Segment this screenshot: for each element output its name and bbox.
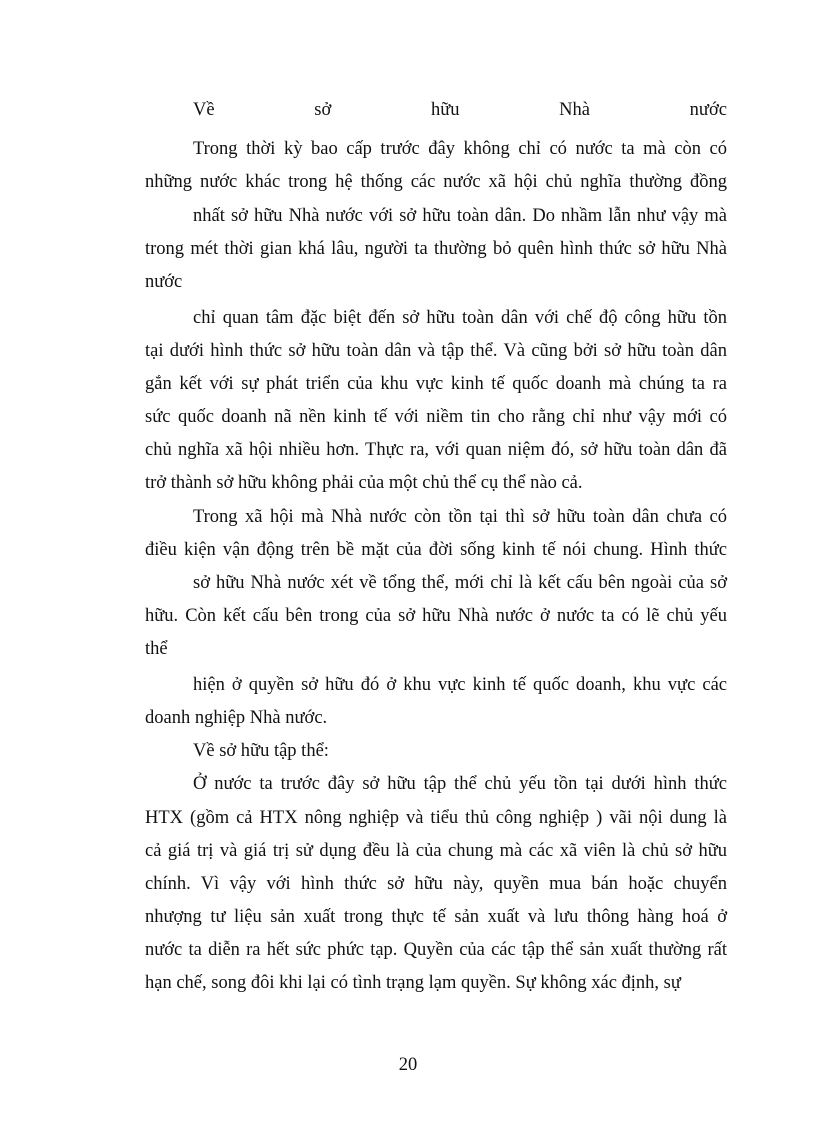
text-line: Trong xã hội mà Nhà nước còn tồn tại thì sở hữu toàn dân chưa có [193, 507, 727, 527]
subsection-heading-collective-ownership: Về sở hữu tập thể: [193, 741, 329, 761]
text-line: nhượng tư liệu sản xuất trong thực tế sản xuất và lưu thông hàng hoá ở [145, 907, 727, 927]
text-line: hữu. Còn kết cấu bên trong của sở hữu Nhà nước ở nước ta có lẽ chủ yếu [145, 606, 727, 626]
text-line: sức quốc doanh nã nền kinh tế với niềm tin cho rằng chỉ như vậy mới có [145, 407, 727, 427]
text-line: nước ta diễn ra hết sức phức tạp. Quyền của các tập thể sản xuất thường rất [145, 940, 727, 960]
text-line: doanh nghiệp Nhà nước. [145, 708, 328, 728]
text-line: nhất sở hữu Nhà nước với sở hữu toàn dân. Do nhầm lẫn như vậy mà [193, 206, 727, 226]
text-line: trong mét thời gian khá lâu, người ta thường bỏ quên hình thức sở hữu Nhà [145, 239, 727, 259]
text-line: tại dưới hình thức sở hữu toàn dân và tập thể. Và cũng bởi sở hữu toàn dân [145, 341, 727, 361]
text-line: nước [145, 272, 183, 292]
text-line: chỉ quan tâm đặc biệt đến sở hữu toàn dân với chế độ công hữu tồn [193, 308, 727, 328]
heading-word: nước [689, 100, 727, 120]
text-line: HTX (gồm cả HTX nông nghiệp và tiểu thủ công nghiệp ) vãi nội dung là [145, 808, 727, 828]
text-line: chủ nghĩa xã hội nhiều hơn. Thực ra, với quan niệm đó, sở hữu toàn dân đã [145, 440, 727, 460]
heading-word: Về [193, 100, 215, 120]
text-line: hạn chế, song đôi khi lại có tình trạng lạm quyền. Sự không xác định, sự [145, 973, 681, 993]
text-line: những nước khác trong hệ thống các nước xã hội chủ nghĩa thường đồng [145, 172, 727, 192]
text-line: gắn kết với sự phát triển của khu vực kinh tế quốc doanh mà chúng ta ra [145, 374, 727, 394]
page-number: 20 [398, 1055, 418, 1075]
heading-word: hữu [430, 100, 460, 120]
text-line: hiện ở quyền sở hữu đó ở khu vực kinh tế quốc doanh, khu vực các [193, 675, 727, 695]
text-line: chính. Vì vậy với hình thức sở hữu này, quyền mua bán hoặc chuyển [145, 874, 727, 894]
text-line: thể [145, 639, 168, 659]
heading-word: sở [314, 100, 332, 120]
text-line: Ở nước ta trước đây sở hữu tập thể chủ yếu tồn tại dưới hình thức [193, 774, 727, 794]
text-line: trở thành sở hữu không phải của một chủ thể cụ thể nào cả. [145, 473, 583, 493]
text-line: cả giá trị và giá trị sử dụng đều là của chung mà các xã viên là chủ sở hữu [145, 841, 727, 861]
text-line: sở hữu Nhà nước xét về tổng thể, mới chỉ là kết cấu bên ngoài của sở [193, 573, 727, 593]
text-line: Trong thời kỳ bao cấp trước đây không chỉ có nước ta mà còn có [193, 139, 727, 159]
text-line: điều kiện vận động trên bề mặt của đời sống kinh tế nói chung. Hình thức [145, 540, 727, 560]
heading-word: Nhà [559, 100, 590, 120]
section-heading-state-ownership [193, 97, 727, 123]
